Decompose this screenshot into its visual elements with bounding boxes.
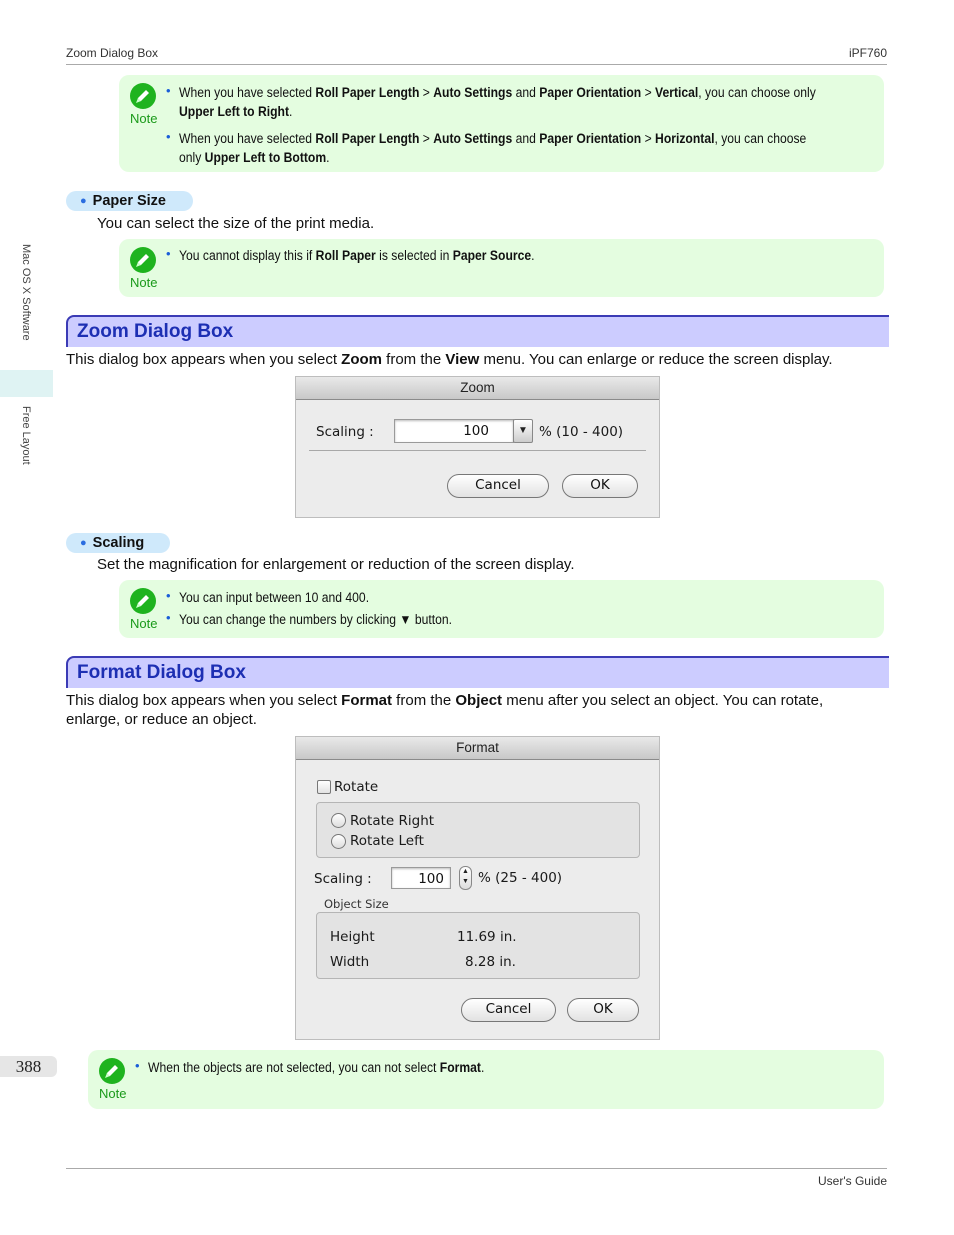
scaling-stepper-icon[interactable]: ▲ ▼ xyxy=(459,866,472,890)
width-value: 8.28 in. xyxy=(465,954,516,970)
page-number: 388 xyxy=(0,1056,57,1077)
note-label: Note xyxy=(99,1086,127,1101)
zoom-dialog-divider xyxy=(309,450,646,451)
footer-divider xyxy=(66,1168,887,1169)
bullet-icon: • xyxy=(166,246,171,261)
rotate-right-radio[interactable] xyxy=(331,813,346,828)
side-tab-free-layout[interactable]: Free Layout xyxy=(20,406,32,465)
zoom-cancel-button[interactable]: Cancel xyxy=(447,474,549,498)
bullet-icon: • xyxy=(166,129,171,144)
bullet-icon: ● xyxy=(80,537,87,549)
zoom-range-label: % (10 - 400) xyxy=(539,424,624,440)
note-pencil-icon xyxy=(130,247,156,273)
note-label: Note xyxy=(130,111,158,126)
bullet-icon: • xyxy=(166,588,171,603)
zoom-intro: This dialog box appears when you select Zoom from the View menu. You can enlarge or reduce the screen display. xyxy=(66,351,833,368)
object-size-group xyxy=(316,912,640,979)
header-divider xyxy=(66,64,887,65)
format-scaling-input[interactable]: 100 xyxy=(391,867,451,889)
note-item-arrow-button: You can change the numbers by clicking ▼ button. xyxy=(179,612,452,627)
bullet-icon: • xyxy=(166,610,171,625)
scaling-description: Set the magnification for enlargement or reduction of the screen display. xyxy=(97,556,575,573)
side-tab-mac-os-x-software[interactable]: Mac OS X Software xyxy=(20,244,32,341)
note-label: Note xyxy=(130,275,158,290)
format-range-label: % (25 - 400) xyxy=(478,870,563,886)
zoom-dialog xyxy=(295,376,660,518)
note-item-roll-paper: You cannot display this if Roll Paper is selected in Paper Source. xyxy=(179,248,535,263)
width-label: Width xyxy=(330,954,370,970)
rotate-left-radio[interactable] xyxy=(331,834,346,849)
note-pencil-icon xyxy=(99,1058,125,1084)
paper-size-heading: ● Paper Size xyxy=(66,191,193,211)
format-scaling-label: Scaling : xyxy=(314,871,372,887)
note-box-orientation xyxy=(119,75,884,172)
height-value: 11.69 in. xyxy=(457,929,517,945)
footer-guide-title: User's Guide xyxy=(818,1174,887,1188)
zoom-scaling-label: Scaling : xyxy=(316,424,374,440)
note-box-scaling xyxy=(119,580,884,638)
format-ok-button[interactable]: OK xyxy=(567,998,639,1022)
scaling-heading: ● Scaling xyxy=(66,533,170,553)
zoom-ok-button[interactable]: OK xyxy=(562,474,638,498)
note-item-not-selected: When the objects are not selected, you can not select Format. xyxy=(148,1060,485,1075)
zoom-dialog-title: Zoom xyxy=(296,377,659,400)
note-item-vertical: When you have selected Roll Paper Length > Auto Settings and Paper Orientation > Vertical, you can choose only Upper Left to Right. xyxy=(179,85,816,119)
rotate-checkbox[interactable] xyxy=(317,780,331,794)
note-box-paper-source xyxy=(119,239,884,297)
note-pencil-icon xyxy=(130,588,156,614)
format-cancel-button[interactable]: Cancel xyxy=(461,998,556,1022)
header-model: iPF760 xyxy=(848,46,887,60)
format-intro: This dialog box appears when you select Format from the Object menu after you select an object. You can rotate, enlarge, or reduce an object. xyxy=(66,692,824,728)
bullet-icon: • xyxy=(135,1058,140,1073)
height-label: Height xyxy=(330,929,375,945)
note-item-horizontal: When you have selected Roll Paper Length > Auto Settings and Paper Orientation > Horizontal, you can choose only Upper Left to Bottom. xyxy=(179,131,807,165)
note-item-range: You can input between 10 and 400. xyxy=(179,590,370,605)
bullet-icon: • xyxy=(166,83,171,98)
rotate-options-group xyxy=(316,802,640,858)
object-size-label: Object Size xyxy=(324,897,389,911)
rotate-label: Rotate xyxy=(334,779,379,795)
paper-size-description: You can select the size of the print media. xyxy=(97,215,375,232)
bullet-icon: ● xyxy=(80,195,87,207)
section-heading-zoom: Zoom Dialog Box xyxy=(66,315,889,347)
format-dialog xyxy=(295,736,660,1040)
header-title: Zoom Dialog Box xyxy=(66,46,159,60)
format-dialog-title: Format xyxy=(296,737,659,760)
side-tab-active-marker xyxy=(0,370,53,397)
zoom-dropdown-arrow-icon[interactable]: ▼ xyxy=(513,419,533,443)
section-heading-format: Format Dialog Box xyxy=(66,656,889,688)
note-label: Note xyxy=(130,616,158,631)
note-pencil-icon xyxy=(130,83,156,109)
rotate-left-label: Rotate Left xyxy=(350,833,424,849)
rotate-right-label: Rotate Right xyxy=(350,813,435,829)
zoom-scaling-input[interactable]: 100 xyxy=(394,419,514,443)
note-box-format xyxy=(88,1050,884,1109)
